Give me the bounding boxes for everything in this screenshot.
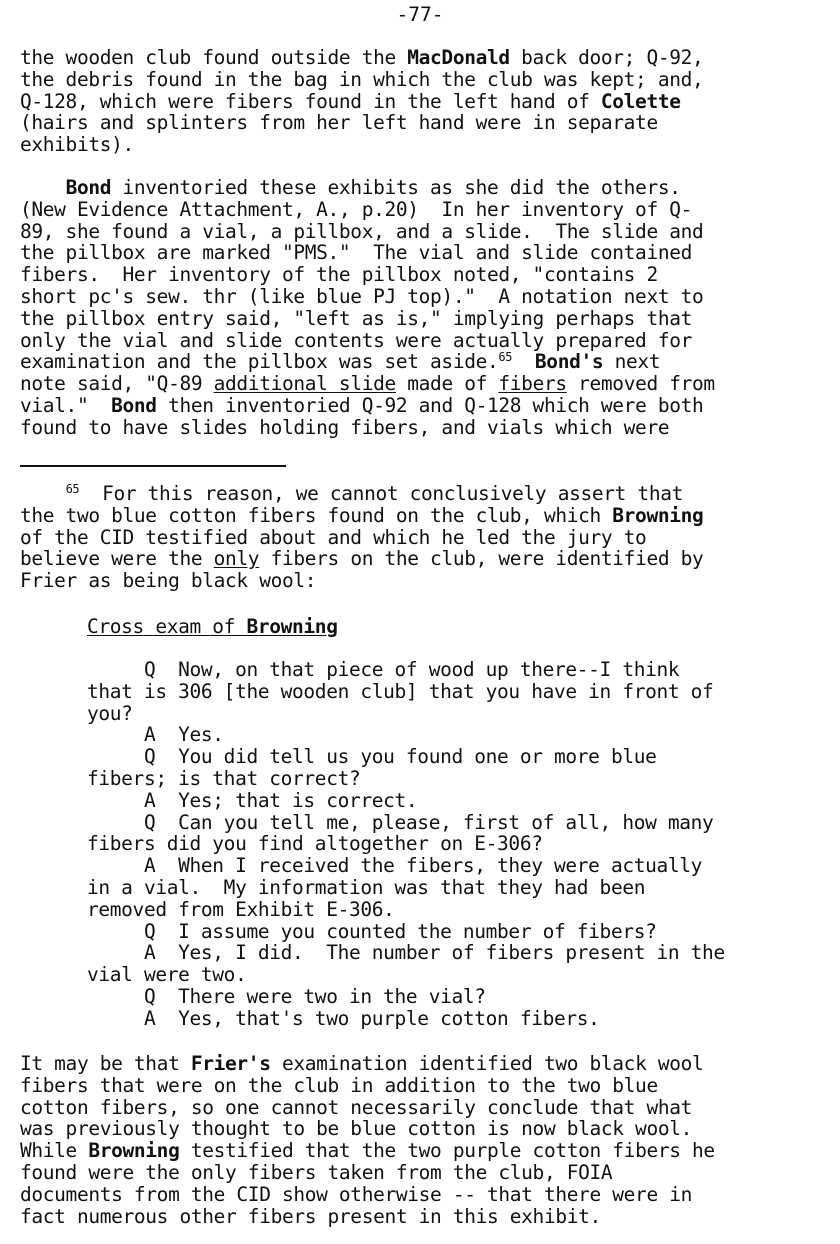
transcript-line: A When I received the fibers, they were actually [87, 854, 703, 878]
text-run: fibers. Her inventory of the pillbox noted, "contains 2 [20, 263, 658, 287]
transcript-line: A Yes, I did. The number of fibers present in the [87, 941, 725, 965]
transcript-line: Q There were two in the vial? [87, 984, 486, 1008]
text-run: made of [395, 372, 499, 396]
text-run: the two blue cotton fibers found on the club, which [20, 503, 613, 527]
text-run: Frier as being black wool: [20, 569, 317, 593]
footnote-separator [20, 465, 286, 467]
text-run [20, 176, 66, 199]
name-bold: Bond [65, 176, 112, 199]
transcript-line: fibers did you find altogether on E-306? [87, 832, 543, 856]
text-run: then inventoried Q-92 and Q-128 which were both [156, 393, 704, 417]
text-run: found to have slides holding fibers, and vials which were [20, 415, 670, 439]
text-run [20, 482, 66, 505]
transcript-line: fibers; is that correct? [87, 766, 361, 790]
footnote-reference: 65 [498, 350, 513, 365]
text-run: removed from [566, 372, 715, 396]
transcript-line: A Yes; that is correct. [87, 788, 418, 812]
footnote-marker: 65 [65, 482, 80, 496]
text-run: examination identified two black wool [270, 1052, 704, 1075]
text-run: believe were the [20, 547, 214, 571]
text-run: It may be that [20, 1052, 191, 1075]
text-run: Q-128, which were fibers found in the left hand of [20, 89, 601, 113]
text-run: was previously thought to be blue cotton is now black wool. [20, 1117, 693, 1141]
transcript-line: Q Now, on that piece of wood up there--I think [87, 658, 680, 681]
transcript-line: that is 306 [the wooden club] that you have in front of [87, 679, 714, 703]
transcript-line: in a vial. My information was that they had been [87, 875, 646, 899]
name-bold: Frier's [190, 1052, 271, 1075]
text-run: exhibits). [20, 133, 134, 157]
text-run: (New Evidence Attachment, A., p.20) In her inventory of Q- [20, 197, 693, 221]
paragraph-continuation [20, 47, 835, 156]
text-run: note said, "Q-89 [20, 372, 214, 396]
underlined-text: only [213, 547, 260, 571]
page-number: -77- [396, 3, 444, 26]
text-run: For this reason, we cannot conclusively assert that [79, 482, 683, 505]
transcript-line: Q I assume you counted the number of fibers? [87, 919, 657, 943]
text-run: the debris found in the bag in which the club was kept; and, [20, 67, 704, 91]
text-run: Cross exam of [87, 615, 247, 638]
cross-exam-transcript [87, 659, 835, 1030]
transcript-line: removed from Exhibit E-306. [87, 897, 395, 921]
footnote-65 [20, 483, 835, 592]
transcript-line: A Yes, that's two purple cotton fibers. [87, 1006, 600, 1030]
text-run: vial." [20, 393, 112, 417]
text-run: 89, she found a vial, a pillbox, and a slide. The slide and [20, 219, 704, 243]
text-run: While [20, 1139, 89, 1163]
text-run: fibers that were on the club in addition to the two blue [20, 1073, 658, 1097]
text-run: documents from the CID show otherwise -- that there were in [20, 1182, 693, 1206]
text-run: inventoried these exhibits as she did the others. [111, 176, 681, 199]
text-run: testified that the two purple cotton fibers he [179, 1139, 715, 1163]
cross-exam-heading [87, 616, 835, 638]
paragraph-frier-examination [20, 1053, 835, 1227]
text-run: (hairs and splinters from her left hand were in separate [20, 111, 658, 135]
paragraph-bond-inventory [20, 177, 835, 439]
underlined-text: fibers [498, 372, 567, 396]
text-run: short pc's sew. thr (like blue PJ top)." A notation next to [20, 284, 704, 308]
text-run: the wooden club found outside the [20, 46, 408, 69]
name-bold: Bond [111, 393, 157, 417]
transcript-line: Q You did tell us you found one or more blue [87, 745, 657, 769]
text-run: the pillbox are marked "PMS." The vial and slide contained [20, 241, 693, 265]
text-run: fact numerous other fibers present in this exhibit. [20, 1204, 601, 1228]
text-run: found were the only fibers taken from the club, FOIA [20, 1160, 613, 1184]
text-run: examination and the pillbox was set aside. [20, 350, 499, 374]
text-run [512, 350, 535, 373]
name-bold: Colette [600, 89, 681, 113]
text-run: next [603, 350, 661, 374]
text-run: the pillbox entry said, "left as is," implying perhaps that [20, 306, 693, 330]
text-run: fibers on the club, were identified by [259, 547, 704, 571]
transcript-line: A Yes. [87, 723, 224, 747]
name-bold: Browning [246, 615, 338, 638]
name-bold: Browning [612, 503, 704, 527]
name-bold: MacDonald [407, 46, 510, 69]
transcript-line: you? [87, 701, 133, 725]
text-run: back door; Q-92, [509, 46, 704, 69]
text-run: cotton fibers, so one cannot necessarily conclude that what [20, 1095, 693, 1119]
text-run: only the vial and slide contents were actually prepared for [20, 328, 693, 352]
transcript-line: Q Can you tell me, please, first of all, how many [87, 810, 714, 834]
transcript-line: vial were two. [87, 963, 247, 987]
name-bold: Bond's [534, 350, 604, 374]
text-run: of the CID testified about and which he led the jury to [20, 525, 647, 549]
name-bold: Browning [88, 1139, 180, 1163]
underlined-text: additional slide [213, 372, 396, 396]
